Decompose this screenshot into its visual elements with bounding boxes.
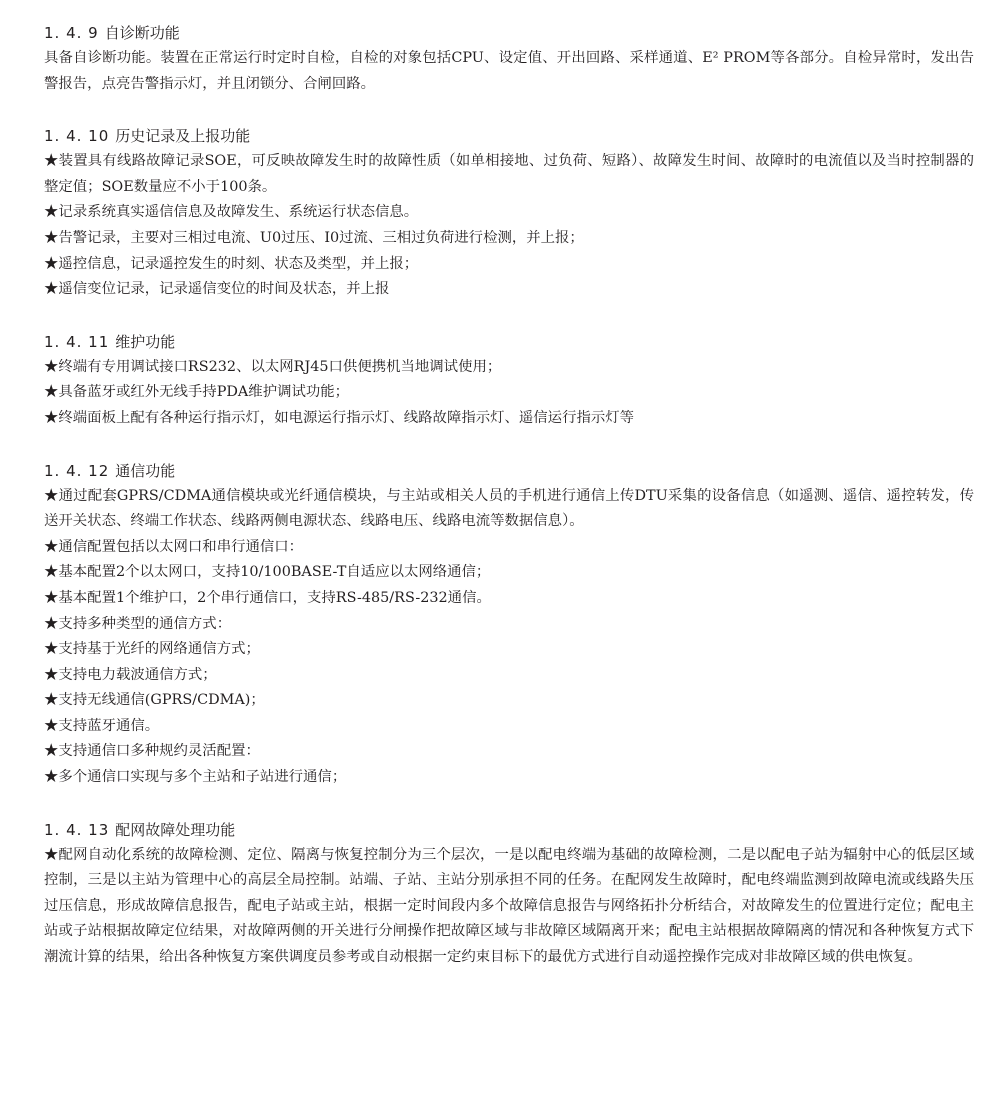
section-heading xyxy=(44,817,974,843)
paragraph: ★终端面板上配有各种运行指示灯，如电源运行指示灯、线路故障指示灯、遥信运行指示灯等 xyxy=(44,409,635,426)
paragraph: 具备自诊断功能。装置在正常运行时定时自检，自检的对象包括CPU、设定值、开出回路、采样通道、E² PROM等各部分。自检异常时，发出告警报告，点亮告警指示灯，并且闭锁分、合闸回路。 xyxy=(44,50,974,92)
section-title: 维护功能 xyxy=(115,332,176,351)
paragraph: ★支持多种类型的通信方式： xyxy=(44,615,232,632)
paragraph: ★支持基于光纤的网络通信方式； xyxy=(44,641,260,658)
paragraph: ★告警记录，主要对三相过电流、U0过压、I0过流、三相过负荷进行检测，并上报； xyxy=(44,229,584,246)
section-self-diagnosis xyxy=(44,20,974,97)
section-history-record xyxy=(44,123,974,303)
section-number: 1. 4. 11 xyxy=(44,332,110,351)
paragraph: ★支持无线通信(GPRS/CDMA)； xyxy=(44,692,265,709)
section-heading xyxy=(44,123,974,149)
section-heading xyxy=(44,20,974,46)
section-number: 1. 4. 9 xyxy=(44,24,99,42)
section-number: 1. 4. 10 xyxy=(44,127,110,146)
section-title: 通信功能 xyxy=(115,461,176,480)
paragraph: ★遥信变位记录，记录遥信变位的时间及状态，并上报 xyxy=(44,281,390,298)
paragraph: ★配网自动化系统的故障检测、定位、隔离与恢复控制分为三个层次，一是以配电终端为基础的故障检测，二是以配电子站为辐射中心的低层区域控制，三是以主站为管理中心的高层全局控制。站端、子站、主站分别承担不同的任务。在配网发生故障时，配电终端监测到故障电流或线路失压过压信息，形成故障信息报告，配电子站或主站，根据一定时间段内多个故障信息报告与网络拓扑分析结合，对故障发生的位置进行定位；配电主站或子站根据故障定位结果，对故障两侧的开关进行分闸操作把故障区域与非故障区域隔离开来；配电主站根据故障隔离的情况和各种恢复方式下潮流计算的结果，给出各种恢复方案供调度员参考或自动根据一定约束目标下的最优方式进行自动遥控操作完成对非故障区域的供电恢复。 xyxy=(44,846,974,966)
section-gap xyxy=(44,97,974,123)
section-title: 自诊断功能 xyxy=(104,24,180,42)
section-number: 1. 4. 12 xyxy=(44,461,110,480)
paragraph: ★通信配置包括以太网口和串行通信口： xyxy=(44,538,304,555)
section-communication xyxy=(44,458,974,791)
section-heading xyxy=(44,458,974,484)
section-gap xyxy=(44,432,974,458)
paragraph: ★基本配置1个维护口，2个串行通信口，支持RS-485/RS-232通信。 xyxy=(44,589,491,606)
paragraph: ★遥控信息，记录遥控发生的时刻、状态及类型，并上报； xyxy=(44,255,419,272)
section-gap xyxy=(44,791,974,817)
paragraph: ★多个通信口实现与多个主站和子站进行通信； xyxy=(44,769,347,786)
section-number: 1. 4. 13 xyxy=(44,820,110,839)
paragraph: ★终端有专用调试接口RS232、以太网RJ45口供便携机当地调试使用； xyxy=(44,358,502,375)
section-title: 配网故障处理功能 xyxy=(115,820,236,839)
paragraph: ★支持通信口多种规约灵活配置： xyxy=(44,743,260,760)
paragraph: ★具备蓝牙或红外无线手持PDA维护调试功能； xyxy=(44,384,350,401)
paragraph: ★记录系统真实遥信信息及故障发生、系统运行状态信息。 xyxy=(44,204,419,221)
paragraph: ★支持蓝牙通信。 xyxy=(44,717,160,734)
paragraph: ★支持电力载波通信方式； xyxy=(44,666,217,683)
paragraph: ★基本配置2个以太网口，支持10/100BASE-T自适应以太网络通信； xyxy=(44,564,491,581)
section-maintenance xyxy=(44,329,974,432)
paragraph: ★装置具有线路故障记录SOE，可反映故障发生时的故障性质（如单相接地、过负荷、短路）、故障发生时间、故障时的电流值以及当时控制器的整定值；SOE数量应不小于100条。 xyxy=(44,153,974,195)
section-title: 历史记录及上报功能 xyxy=(115,127,251,146)
paragraph: ★通过配套GPRS/CDMA通信模块或光纤通信模块，与主站或相关人员的手机进行通信上传DTU采集的设备信息（如遥测、遥信、遥控转发，传送开关状态、终端工作状态、线路两侧电源状态、线路电压、线路电流等数据信息）。 xyxy=(44,487,974,530)
section-gap xyxy=(44,303,974,329)
section-fault-handling xyxy=(44,817,974,971)
section-heading xyxy=(44,329,974,355)
document-page xyxy=(44,20,974,971)
